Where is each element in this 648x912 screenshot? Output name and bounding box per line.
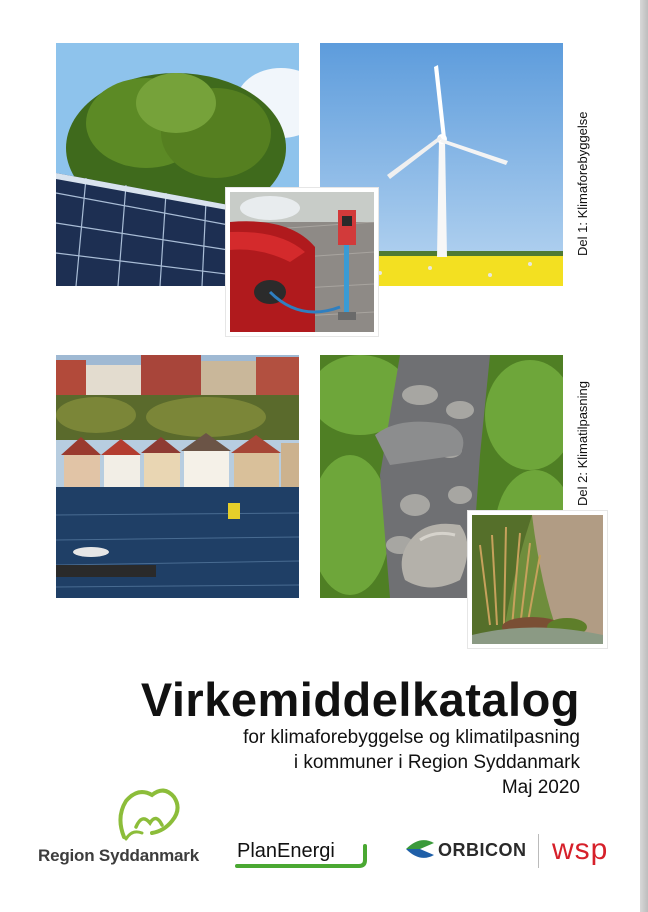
rain-garden-grasses-photo: [468, 511, 607, 648]
flooded-town-photo: [56, 355, 299, 598]
logo-divider: [538, 834, 539, 868]
orbicon-logo-text: ORBICON: [438, 840, 527, 860]
subtitle-date: Maj 2020: [501, 777, 580, 798]
part1-side-label: Del 1: Klimaforebyggelse: [575, 111, 590, 256]
part2-side-label: Del 2: Klimatilpasning: [575, 380, 590, 506]
wsp-logo-text: wsp: [552, 833, 609, 866]
region-syddanmark-logo-text: Region Syddanmark: [38, 846, 199, 865]
orbicon-logo-icon: [404, 835, 436, 863]
subtitle-line-1: for klimaforebyggelse og klimatilpasning: [243, 727, 580, 748]
region-syddanmark-logo-icon: [112, 787, 184, 845]
subtitle-line-2: i kommuner i Region Syddanmark: [293, 752, 580, 773]
planenergi-logo-text: PlanEnergi: [237, 840, 335, 862]
page-edge: [640, 0, 648, 912]
document-title: Virkemiddelkatalog: [140, 673, 580, 726]
electric-car-charging-photo: [226, 188, 378, 336]
